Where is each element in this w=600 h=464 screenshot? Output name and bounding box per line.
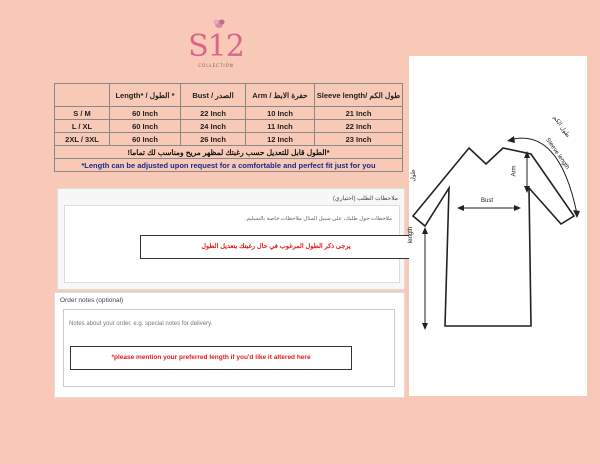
table-cell: 60 Inch <box>110 133 181 146</box>
table-header: Arm / حفرة الابط <box>246 84 315 107</box>
length-label: length <box>408 226 415 244</box>
table-row <box>55 120 403 133</box>
table-cell: 26 Inch <box>181 133 246 146</box>
table-cell: 60 Inch <box>110 107 181 120</box>
sleeve-label-english: Sleeve length <box>544 137 571 171</box>
order-notes-placeholder-english: Notes about your order, e.g. special notes for delivery. <box>69 321 213 327</box>
table-note-row <box>55 159 403 172</box>
table-cell: 60 Inch <box>110 120 181 133</box>
length-label-arabic: طول <box>410 169 417 182</box>
table-row <box>55 133 403 146</box>
order-notes-panel-arabic <box>57 188 405 290</box>
logo-mark: S12 <box>188 29 244 64</box>
table-cell: 23 Inch <box>315 133 403 146</box>
table-header: Bust / الصدر <box>181 84 246 107</box>
table-cell: 2XL / 3XL <box>55 133 110 146</box>
length-note-arabic: *الطول قابل للتعديل حسب رغبتك لمظهر مريح ومناسب لك تماما! <box>55 146 403 159</box>
table-cell: S / M <box>55 107 110 120</box>
order-notes-panel-english <box>54 292 405 398</box>
table-header-row <box>55 84 403 107</box>
garment-outline <box>409 56 587 396</box>
table-cell: 11 Inch <box>246 120 315 133</box>
table-header <box>55 84 110 107</box>
length-reminder-text-english: *please mention your preferred length if you'd like it altered here <box>111 354 311 361</box>
brand-logo <box>186 24 246 76</box>
bust-label: Bust <box>481 198 494 204</box>
table-cell: 10 Inch <box>246 107 315 120</box>
length-reminder-arabic <box>140 235 412 259</box>
table-cell: 22 Inch <box>315 120 403 133</box>
order-notes-placeholder-arabic: ملاحظات حول طلبك، على سبيل المثال ملاحظات خاصة بالتسليم. <box>244 216 392 222</box>
table-row <box>55 107 403 120</box>
size-table <box>54 83 403 172</box>
order-notes-label-english: Order notes (optional) <box>60 297 124 304</box>
table-cell: L / XL <box>55 120 110 133</box>
table-cell: 21 Inch <box>315 107 403 120</box>
sleeve-label-arabic: طول الكم <box>551 114 571 139</box>
length-reminder-text-arabic: يرجى ذكر الطول المرغوب في حال رغبتك بتعديل الطول <box>201 243 351 250</box>
order-notes-label-arabic: ملاحظات الطلب (اختياري) <box>333 196 398 202</box>
arm-label: Arm <box>511 165 518 177</box>
table-cell: 12 Inch <box>246 133 315 146</box>
flower-icon <box>212 18 226 30</box>
garment-measurement-diagram <box>409 56 587 396</box>
table-note-row <box>55 146 403 159</box>
logo-sub: COLLECTION <box>198 63 234 68</box>
table-header: Length* / الطول * <box>110 84 181 107</box>
table-cell: 24 Inch <box>181 120 246 133</box>
table-header: Sleeve length/ طول الكم <box>315 84 403 107</box>
length-note-english: *Length can be adjusted upon request for a comfortable and perfect fit just for you <box>55 159 403 172</box>
table-cell: 22 Inch <box>181 107 246 120</box>
length-reminder-english <box>70 346 352 370</box>
